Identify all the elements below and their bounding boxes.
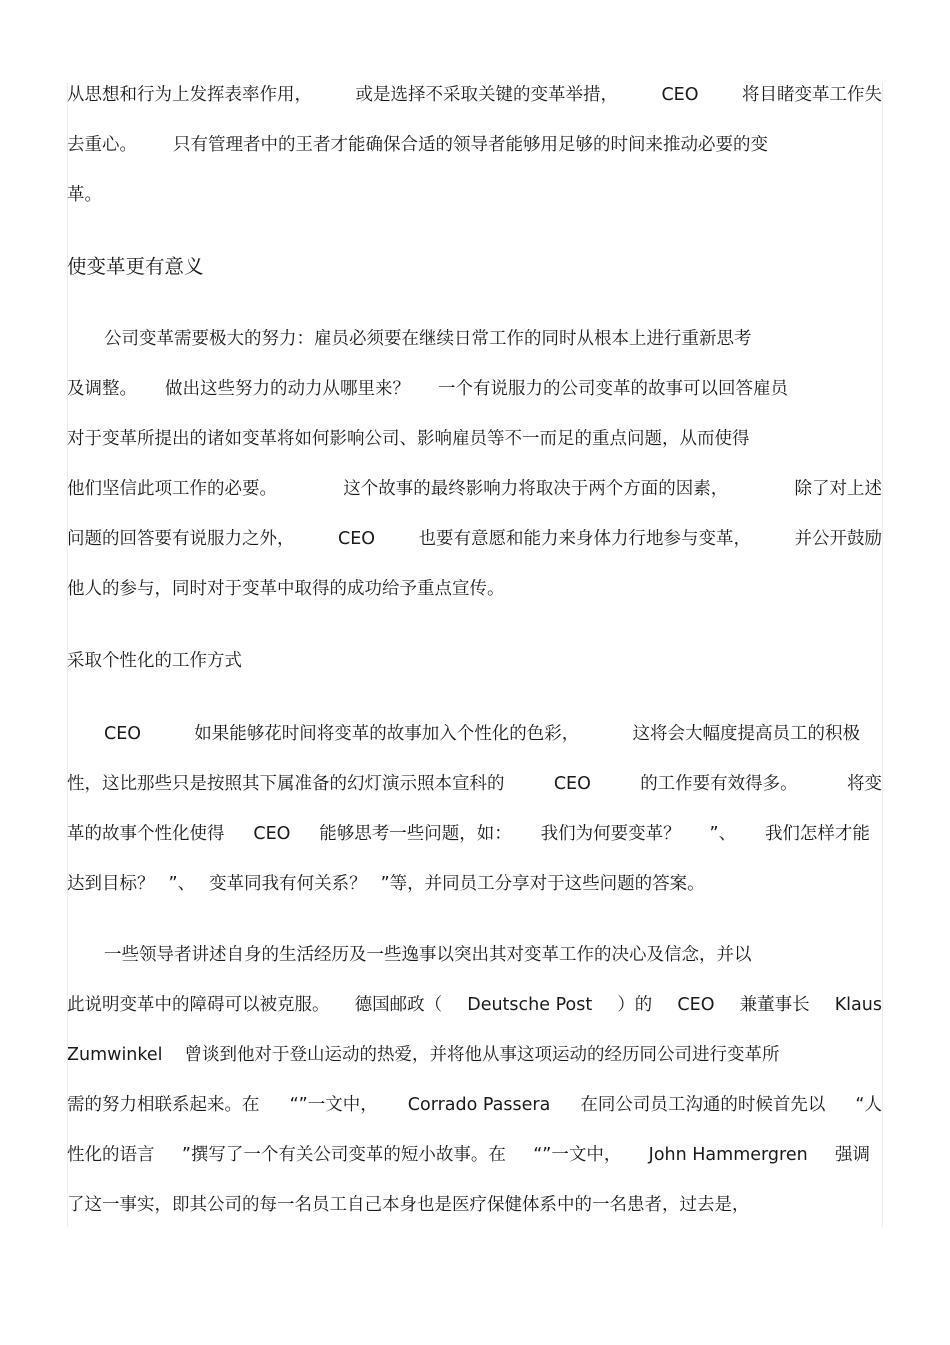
paragraph-3-line-2 (67, 769, 882, 799)
paragraph-4-line-5 (67, 1140, 882, 1170)
paragraph-4-line-2 (67, 990, 882, 1020)
paragraph-1-line-1 (67, 80, 882, 110)
text-run: 公司变革需要极大的努力：雇员必须要在继续日常工作的同时从根本上进行重新思考 (104, 329, 752, 349)
text-run: 或是选择不采取关键的变革举措， (355, 85, 618, 105)
text-run: 去重心。 (67, 135, 137, 155)
text-run: ”、 (168, 874, 196, 894)
text-run: 在同公司员工沟通的时候首先以 (580, 1095, 826, 1115)
text-run: 革的故事个性化使得 (67, 824, 225, 844)
text-run: 他人的参与，同时对于变革中取得的成功给予重点宣传。 (67, 579, 505, 599)
text-run: “”一文中， (289, 1095, 378, 1115)
text-run: 从思想和行为上发挥表率作用， (67, 85, 312, 105)
text-run: CEO (253, 824, 291, 844)
page-margin-rule-right (882, 82, 883, 1227)
text-run: 除了对上述 (794, 479, 882, 499)
text-run: 了这一事实，即其公司的每一名员工自己本身也是医疗保健体系中的一名患者，过去是， (67, 1195, 750, 1215)
text-run: ）的 (617, 995, 653, 1015)
text-run: 他们坚信此项工作的必要。 (67, 479, 277, 499)
text-run: 兼董事长 (739, 995, 810, 1015)
text-run: 性，这比那些只是按照其下属准备的幻灯演示照本宣科的 (67, 774, 505, 794)
paragraph-4-line-1 (67, 940, 882, 970)
paragraph-3-line-4 (67, 869, 882, 899)
text-run: CEO (104, 724, 142, 744)
text-run: Corrado Passera (407, 1095, 551, 1115)
text-run: Zumwinkel (67, 1045, 163, 1065)
text-run: 达到目标？ (67, 874, 155, 894)
text-run: 性化的语言 (67, 1145, 155, 1165)
text-run: 的工作要有效得多。 (640, 774, 798, 794)
text-run: 这个故事的最终影响力将取决于两个方面的因素， (343, 479, 729, 499)
text-run: 需的努力相联系起来。在 (67, 1095, 260, 1115)
paragraph-4-line-6 (67, 1190, 882, 1220)
text-run: 及调整。 (67, 379, 137, 399)
text-run: 一些领导者讲述自身的生活经历及一些逸事以突出其对变革工作的决心及信念，并以 (104, 945, 752, 965)
text-run: CEO (677, 995, 715, 1015)
paragraph-2-line-6 (67, 574, 882, 604)
text-run: 如果能够花时间将变革的故事加入个性化的色彩， (194, 724, 580, 744)
text-run: 对于变革所提出的诸如变革将如何影响公司、影响雇员等不一而足的重点问题，从而使得 (67, 429, 750, 449)
text-run: CEO (553, 774, 591, 794)
paragraph-2-line-2 (67, 374, 882, 404)
paragraph-4-line-4 (67, 1090, 882, 1120)
text-run: 能够思考一些问题，如： (319, 824, 512, 844)
text-run: 我们为何要变革？ (540, 824, 681, 844)
text-run: 也要有意愿和能力来身体力行地参与变革， (418, 529, 751, 549)
paragraph-2-line-3 (67, 424, 882, 454)
text-run: John Hammergren (648, 1145, 808, 1165)
text-run: Deutsche Post (467, 995, 593, 1015)
section-heading-1: 使变革更有意义 (67, 255, 204, 278)
paragraph-4-line-3 (67, 1040, 882, 1070)
text-run: ”撰写了一个有关公司变革的短小故事。在 (181, 1145, 506, 1165)
text-run: 此说明变革中的障碍可以被克服。 (67, 995, 330, 1015)
paragraph-1-line-3 (67, 180, 882, 210)
text-run: 将变 (847, 774, 882, 794)
paragraph-3-line-1 (67, 719, 882, 749)
text-run: 只有管理者中的王者才能确保合适的领导者能够用足够的时间来推动必要的变 (173, 135, 768, 155)
paragraph-2-line-1 (67, 324, 882, 354)
text-run: 强调 (835, 1145, 870, 1165)
text-run: 我们怎样才能 (764, 824, 870, 844)
text-run: 变革同我有何关系？ (209, 874, 367, 894)
text-run: ”等，并同员工分享对于这些问题的答案。 (380, 874, 705, 894)
text-run: Klaus (834, 995, 882, 1015)
text-run: ”、 (709, 824, 737, 844)
paragraph-3-line-3 (67, 819, 882, 849)
text-run: 德国邮政（ (354, 995, 443, 1015)
section-heading-2: 采取个性化的工作方式 (67, 651, 242, 671)
text-run: 问题的回答要有说服力之外， (67, 529, 295, 549)
text-run: 革。 (67, 185, 102, 205)
text-run: 一个有说服力的公司变革的故事可以回答雇员 (438, 379, 788, 399)
paragraph-1-line-2 (67, 130, 882, 160)
text-run: CEO (661, 85, 699, 105)
text-run: 并公开鼓励 (794, 529, 882, 549)
text-run: “”一文中， (533, 1145, 622, 1165)
text-run: 曾谈到他对于登山运动的热爱，并将他从事这项运动的经历同公司进行变革所 (184, 1045, 780, 1065)
paragraph-2-line-4 (67, 474, 882, 504)
paragraph-2-line-5 (67, 524, 882, 554)
text-run: CEO (337, 529, 376, 549)
text-run: 这将会大幅度提高员工的积极 (632, 724, 860, 744)
text-run: 将目睹变革工作失 (741, 85, 882, 105)
text-run: “人 (855, 1095, 882, 1115)
text-run: 做出这些努力的动力从哪里来？ (165, 379, 410, 399)
